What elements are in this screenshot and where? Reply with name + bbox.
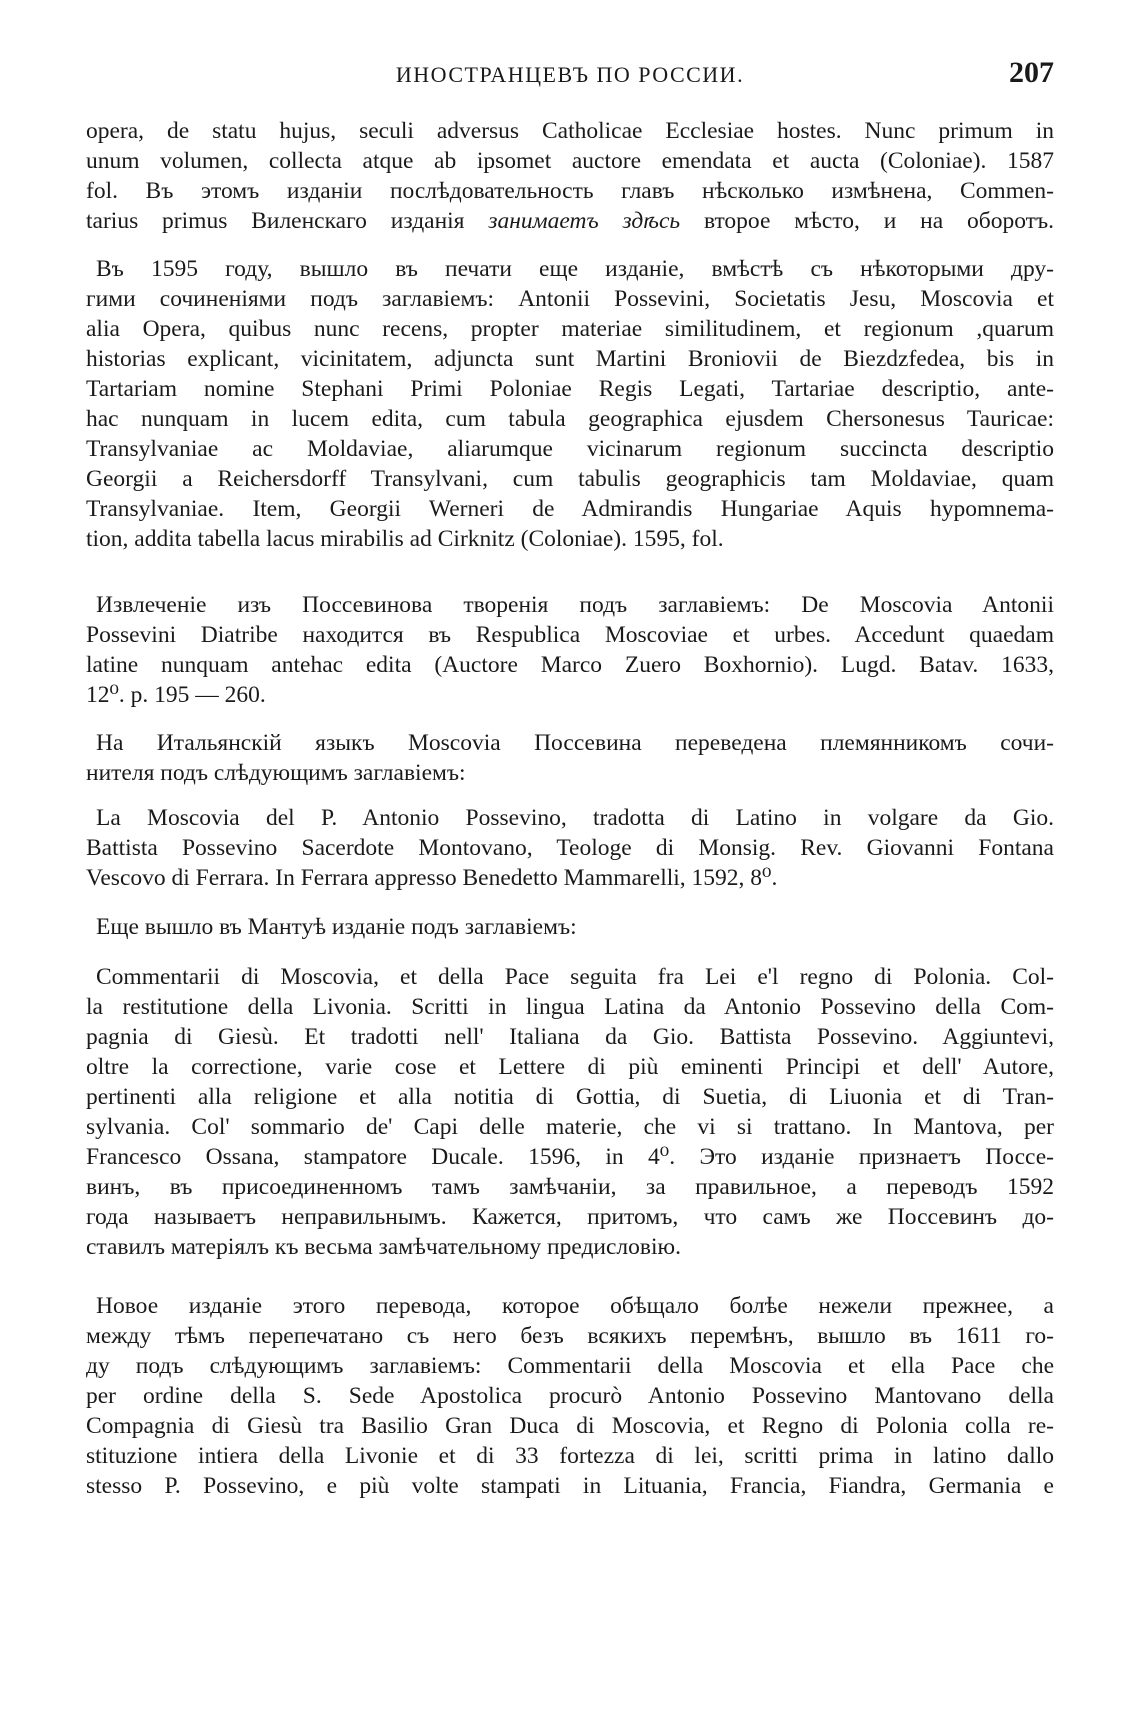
- text-line: opera, de statu hujus, seculi adversus Catholicae Ecclesiae hostes. Nunc primum in: [86, 118, 1054, 144]
- text-line: sylvania. Col' sommario de' Capi delle materie, che vi si trattano. In Mantova, per: [86, 1114, 1054, 1140]
- text-line: между тѣмъ перепечатано съ него безъ всякихъ перемѣнъ, вышло въ 1611 го-: [86, 1323, 1054, 1349]
- text-line: latine nunquam antehac edita (Auctore Marco Zuero Boxhornio). Lugd. Batav. 1633,: [86, 652, 1054, 678]
- text-line: [86, 206, 1054, 236]
- text-line: Извлеченіе изъ Поссевинова творенія подъ заглавіемъ: De Moscovia Antonii: [96, 592, 1054, 618]
- text-line: fol. Въ этомъ изданіи послѣдовательность главъ нѣсколько измѣнена, Commen-: [86, 178, 1054, 204]
- text-line: Commentarii di Moscovia, et della Pace seguita fra Lei e'l regno di Polonia. Col-: [96, 964, 1054, 990]
- text-line: Transylvaniae. Item, Georgii Werneri de Admirandis Hungariae Aquis hypomnema-: [86, 496, 1054, 522]
- text-line: oltre la correctione, varie cose et Lettere di più eminenti Principi et dell' Autore,: [86, 1054, 1054, 1080]
- text-line: 12⁰. p. 195 — 260.: [86, 682, 266, 708]
- line-segment: второе мѣсто, и на оборотъ.: [680, 208, 1054, 234]
- text-line: la restitutione della Livonia. Scritti in lingua Latina da Antonio Possevino della Com-: [86, 994, 1054, 1020]
- text-line: pagnia di Giesù. Et tradotti nell' Italiana da Gio. Battista Possevino. Aggiuntevi,: [86, 1024, 1054, 1050]
- text-line: hac nunquam in lucem edita, cum tabula geographica ejusdem Chersonesus Tauricae:: [86, 406, 1054, 432]
- text-line: винъ, въ присоединенномъ тамъ замѣчаніи, за правильное, а переводъ 1592: [86, 1174, 1054, 1200]
- text-line: Въ 1595 году, вышло въ печати еще изданіе, вмѣстѣ съ нѣкоторыми дру-: [96, 256, 1054, 282]
- text-line: Tartariam nomine Stephani Primi Poloniae Regis Legati, Tartariae descriptio, ante-: [86, 376, 1054, 402]
- text-line: нителя подъ слѣдующимъ заглавіемъ:: [86, 760, 466, 786]
- text-line: На Итальянскій языкъ Moscovia Поссевина переведена племянникомъ сочи-: [96, 730, 1054, 756]
- text-line: гими сочиненіями подъ заглавіемъ: Antonii Possevini, Societatis Jesu, Moscovia et: [86, 286, 1054, 312]
- text-line: historias explicant, vicinitatem, adjuncta sunt Martini Broniovii de Biezdzfedea, bis in: [86, 346, 1054, 372]
- text-line: Francesco Ossana, stampatore Ducale. 1596, in 4⁰. Это изданіе признаетъ Поссе-: [86, 1144, 1054, 1170]
- page-number: 207: [1009, 56, 1054, 89]
- text-line: alia Opera, quibus nunc recens, propter materiae similitudinem, et regionum ,quarum: [86, 316, 1054, 342]
- text-line: ставилъ матеріялъ къ весьма замѣчательному предисловію.: [86, 1234, 681, 1260]
- text-line: unum volumen, collecta atque ab ipsomet auctore emendata et aucta (Coloniae). 1587: [86, 148, 1054, 174]
- text-line: Georgii a Reichersdorff Transylvani, cum tabulis geographicis tam Moldaviae, quam: [86, 466, 1054, 492]
- text-line: Possevini Diatribe находится въ Respublica Moscoviae et urbes. Accedunt quaedam: [86, 622, 1054, 648]
- text-line: per ordine della S. Sede Apostolica procurò Antonio Possevino Mantovano della: [86, 1383, 1054, 1409]
- text-line: года называетъ неправильнымъ. Кажется, притомъ, что самъ же Поссевинъ до-: [86, 1204, 1054, 1230]
- text-line: Vescovo di Ferrara. In Ferrara appresso Benedetto Mammarelli, 1592, 8⁰.: [86, 865, 778, 891]
- text-line: Battista Possevino Sacerdote Montovano, Teologe di Monsig. Rev. Giovanni Fontana: [86, 835, 1054, 861]
- line-segment: tarius primus Виленскаго изданія: [86, 208, 489, 234]
- text-line: Новое изданіе этого перевода, которое обѣщало болѣе нежели прежнее, а: [96, 1293, 1054, 1319]
- text-line: Compagnia di Giesù tra Basilio Gran Duca di Moscovia, et Regno di Polonia colla re-: [86, 1413, 1054, 1439]
- text-line: tion, addita tabella lacus mirabilis ad Cirknitz (Coloniae). 1595, fol.: [86, 526, 724, 552]
- text-line: Transylvaniae ac Moldaviae, aliarumque vicinarum regionum succincta descriptio: [86, 436, 1054, 462]
- text-line: stituzione intiera della Livonie et di 33 fortezza di lei, scritti prima in latino dallo: [86, 1443, 1054, 1469]
- running-head: [86, 56, 1054, 92]
- text-line: La Moscovia del P. Antonio Possevino, tradotta di Latino in volgare da Gio.: [96, 805, 1054, 831]
- text-line: ду подъ слѣдующимъ заглавіемъ: Commentarii della Moscovia et ella Pace che: [86, 1353, 1054, 1379]
- text-line: stesso P. Possevino, e più volte stampati in Lituania, Francia, Fiandra, Germania e: [86, 1473, 1054, 1499]
- text-line: Еще вышло въ Мантуѣ изданіе подъ заглавіемъ:: [96, 914, 577, 940]
- running-title: ИНОСТРАНЦЕВЪ ПО РОССИИ.: [395, 62, 745, 87]
- italic-emphasis: занимаетъ здѣсь: [488, 208, 681, 234]
- text-line: pertinenti alla religione et alla notitia di Gottia, di Suetia, di Liuonia et di Tran-: [86, 1084, 1054, 1110]
